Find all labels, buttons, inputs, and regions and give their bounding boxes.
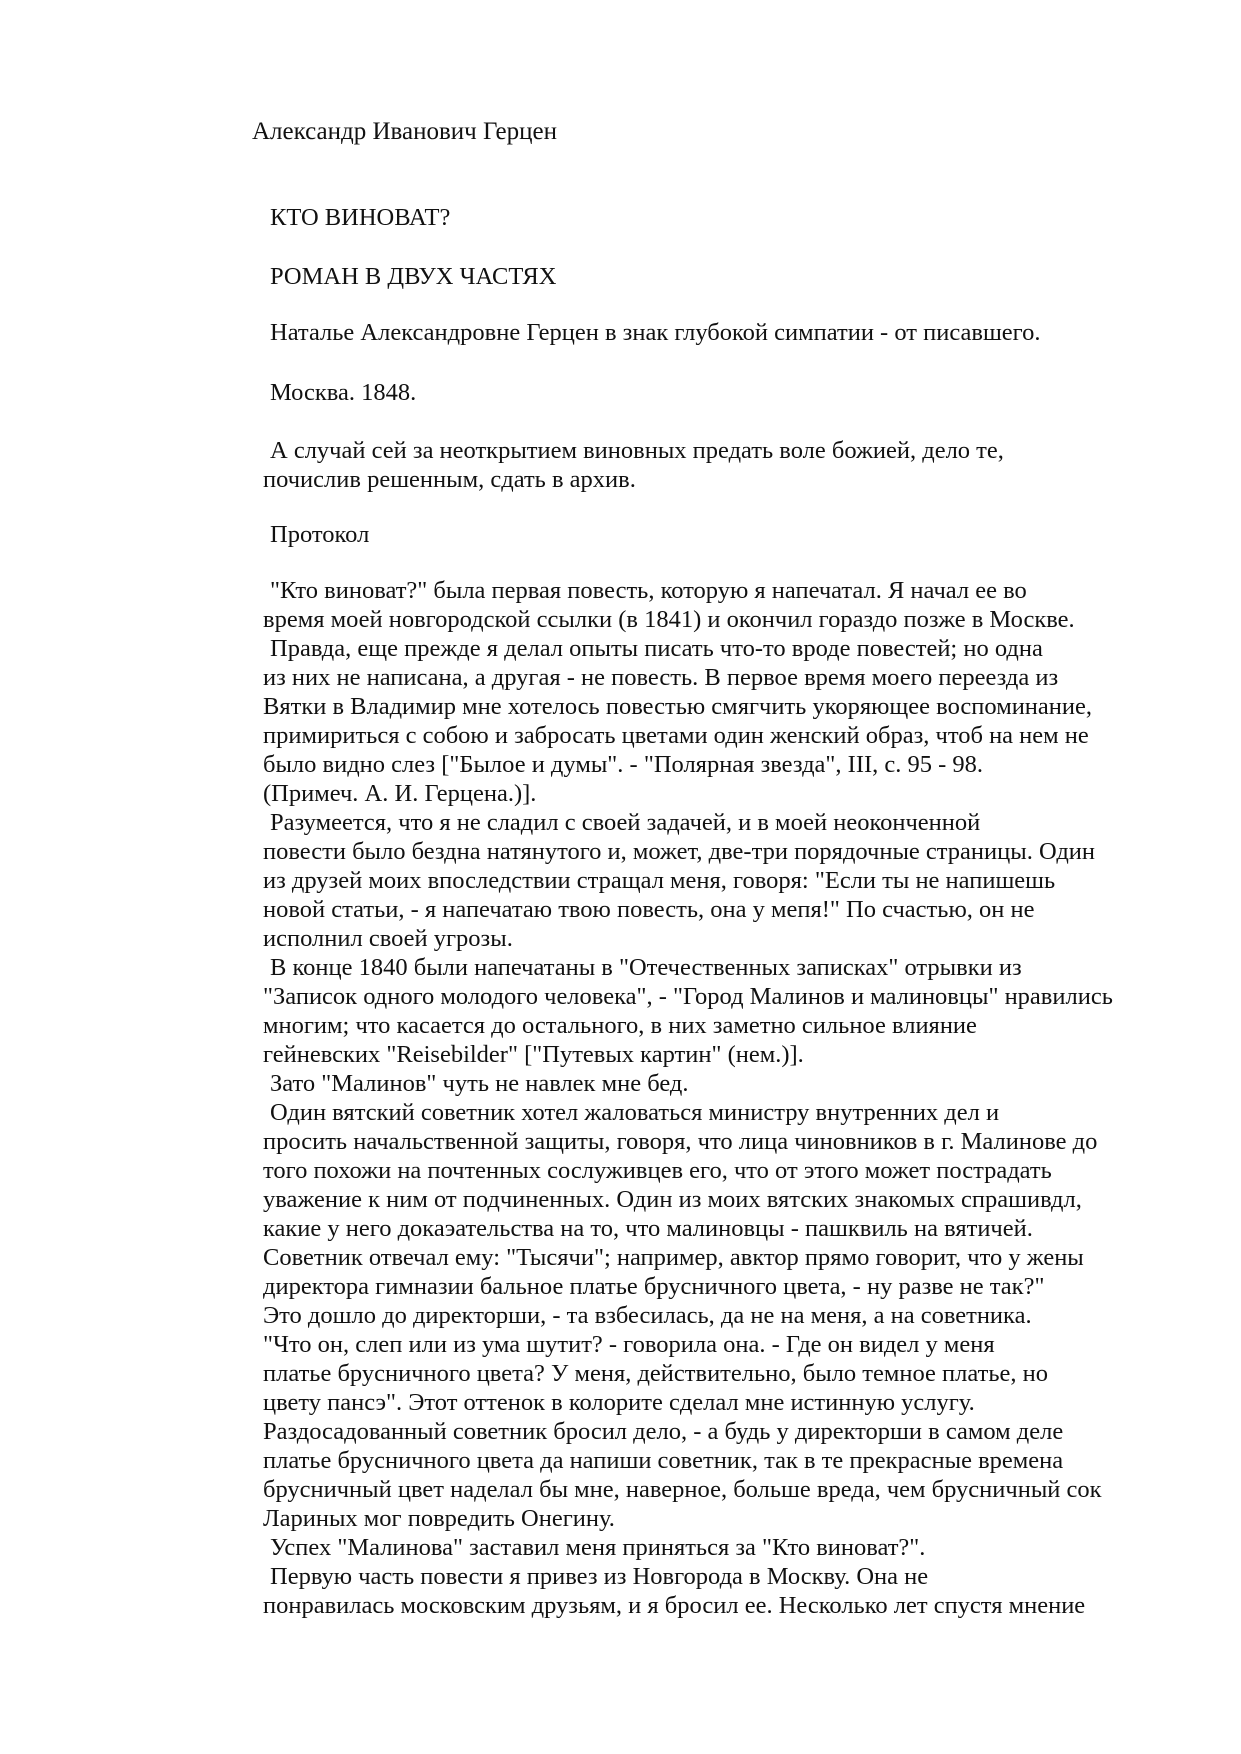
body-line: "Что он, слеп или из ума шутит? - говорила она. - Где он видел у меня	[263, 1331, 995, 1358]
body-line: просить начальственной защиты, говоря, что лица чиновников в г. Малинове до	[263, 1128, 1098, 1155]
body-line: платье брусничного цвета? У меня, действительно, было темное платье, но	[263, 1360, 1048, 1387]
body-line: Один вятский советник хотел жаловаться министру внутренних дел и	[270, 1099, 1000, 1126]
body-line: брусничный цвет наделал бы мне, наверное, больше вреда, чем брусничный сок	[263, 1476, 1102, 1503]
body-line: Это дошло до директорши, - та взбесилась, да не на меня, а на советника.	[263, 1302, 1032, 1329]
epigraph-line: почислив решенным, сдать в архив.	[263, 466, 636, 493]
body-line: Лариных мог повредить Онегину.	[263, 1505, 615, 1532]
body-line: цвету пансэ". Этот оттенок в колорите сделал мне истинную услугу.	[263, 1389, 975, 1416]
body-line: (Примеч. А. И. Герцена.)].	[263, 780, 537, 807]
body-line: понравилась московским друзьям, и я бросил ее. Несколько лет спустя мнение	[263, 1592, 1086, 1619]
place-date: Москва. 1848.	[270, 379, 417, 406]
body-line: уважение к ним от подчиненных. Один из моих вятских знакомых спрашивдл,	[263, 1186, 1082, 1213]
body-line: исполнил своей угрозы.	[263, 925, 513, 952]
body-line: многим; что касается до остального, в них заметно сильное влияние	[263, 1012, 977, 1039]
body-line: "Кто виноват?" была первая повесть, которую я напечатал. Я начал ее во	[270, 577, 1027, 604]
body-line: платье брусничного цвета да напиши советник, так в те прекрасные времена	[263, 1447, 1064, 1474]
dedication: Наталье Александровне Герцен в знак глубокой симпатии - от писавшего.	[270, 319, 1041, 346]
body-line: из них не написана, а другая - не повесть. В первое время моего переезда из	[263, 664, 1059, 691]
body-line: Зато "Малинов" чуть не навлек мне бед.	[270, 1070, 689, 1097]
body-line: "Записок одного молодого человека", - "Город Малинов и малиновцы" нравились	[263, 983, 1113, 1010]
body-line: время моей новгородской ссылки (в 1841) и окончил гораздо позже в Москве.	[263, 606, 1075, 633]
body-line: Раздосадованный советник бросил дело, - а будь у директорши в самом деле	[263, 1418, 1064, 1445]
body-line: повести было бездна натянутого и, может, две-три порядочные страницы. Один	[263, 838, 1096, 865]
body-line: какие у него докаэательства на то, что малиновцы - пашквиль на вятичей.	[263, 1215, 1033, 1242]
body-line: директора гимназии бальное платье брусничного цвета, - ну разве не так?"	[263, 1273, 1045, 1300]
book-subtitle: РОМАН В ДВУХ ЧАСТЯХ	[270, 263, 557, 290]
body-line: Первую часть повести я привез из Новгорода в Москву. Она не	[270, 1563, 929, 1590]
epigraph-source: Протокол	[270, 521, 370, 548]
body-line: новой статьи, - я напечатаю твою повесть, она у мепя!" По счастью, он не	[263, 896, 1035, 923]
body-line: из друзей моих впоследствии стращал меня, говоря: "Если ты не напишешь	[263, 867, 1056, 894]
epigraph-line: А случай сей за неоткрытием виновных предать воле божией, дело те,	[270, 437, 1004, 464]
body-line: того похожи на почтенных сослуживцев его, что от этого может пострадать	[263, 1157, 1052, 1184]
body-line: примириться с собою и забросать цветами один женский образ, чтоб на нем не	[263, 722, 1089, 749]
body-line: Советник отвечал ему: "Тысячи"; например, авктор прямо говорит, что у жены	[263, 1244, 1084, 1271]
body-line: Успех "Малинова" заставил меня приняться за "Кто виноват?".	[270, 1534, 926, 1561]
body-line: В конце 1840 были напечатаны в "Отечественных записках" отрывки из	[270, 954, 1022, 981]
book-title: КТО ВИНОВАТ?	[270, 204, 451, 231]
body-line: Вятки в Владимир мне хотелось повестью смягчить укоряющее воспоминание,	[263, 693, 1093, 720]
author-name: Александр Иванович Герцен	[252, 118, 558, 145]
body-line: было видно слез ["Былое и думы". - "Полярная звезда", III, с. 95 - 98.	[263, 751, 984, 778]
body-line: гейневских "Reisebilder" ["Путевых картин" (нем.)].	[263, 1041, 804, 1068]
body-line: Разумеется, что я не сладил с своей задачей, и в моей неоконченной	[270, 809, 981, 836]
body-line: Правда, еще прежде я делал опыты писать что-то вроде повестей; но одна	[270, 635, 1043, 662]
